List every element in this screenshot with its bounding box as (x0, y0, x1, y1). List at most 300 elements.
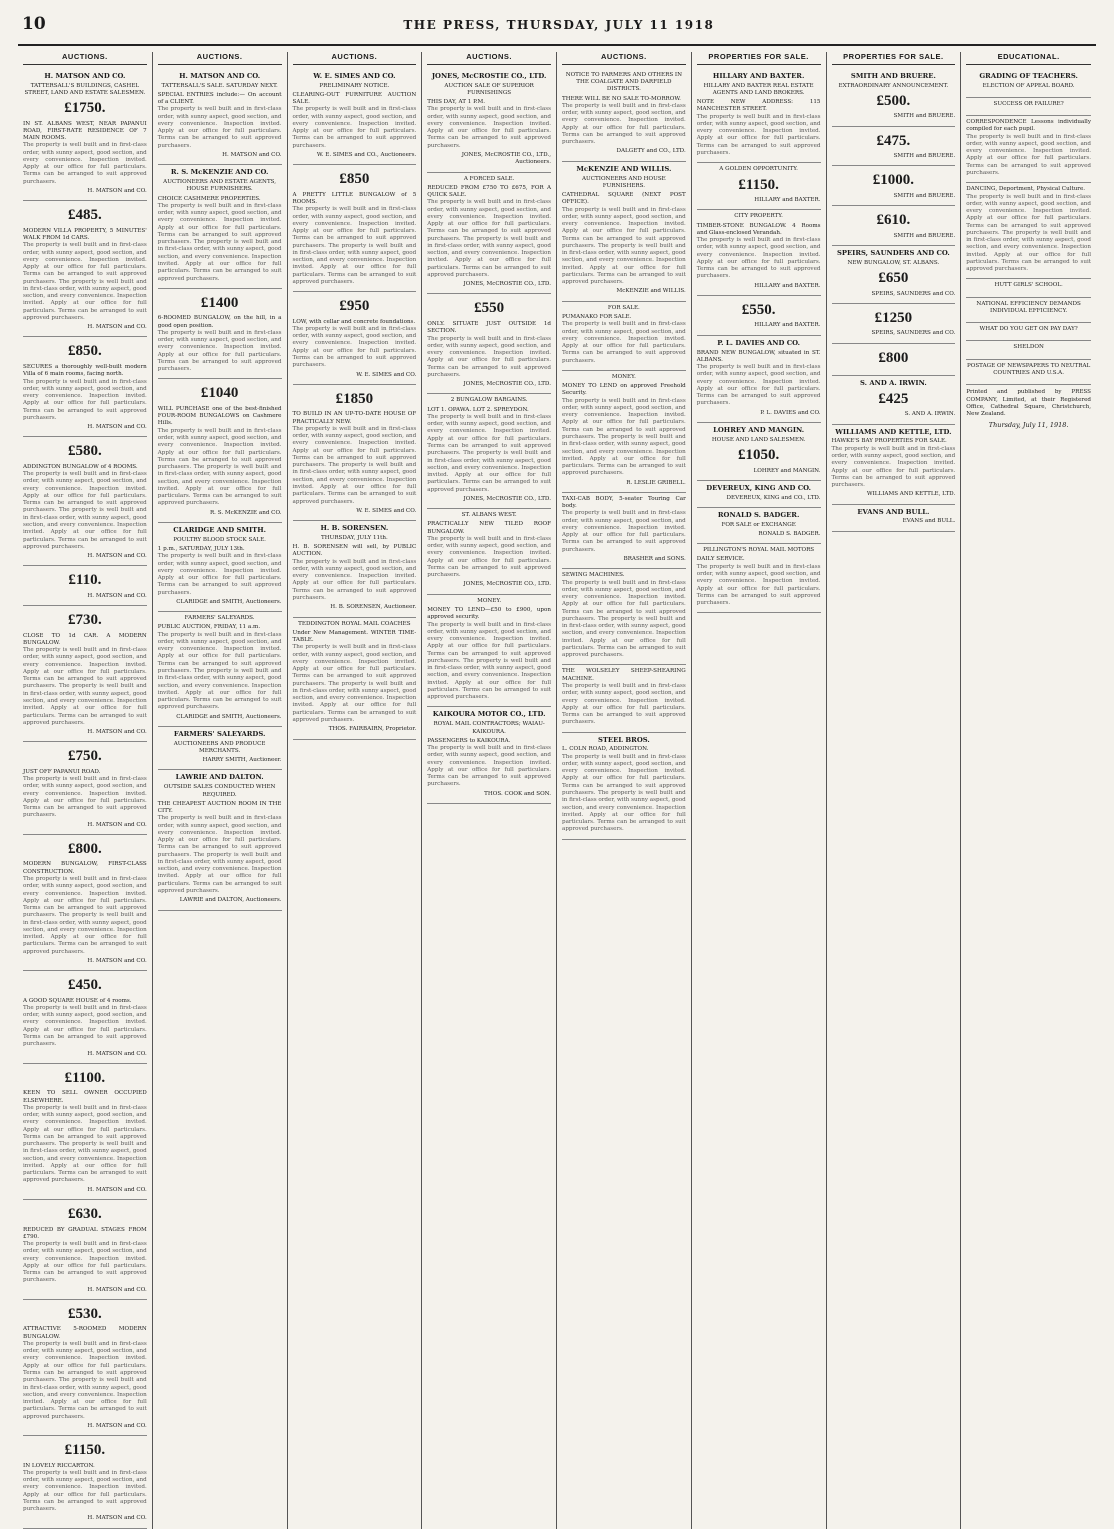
advertisement (23, 201, 147, 337)
ad-body-text: The property is well built and in first-class order, with sunny aspect, good section, and every convenience. Inspection invited. Apply at our office for full particulars. Terms can be arranged to suit approved purchasers. (562, 102, 686, 146)
advertisement (562, 162, 686, 302)
ad-body-text: The property is well built and in first-class order, with sunny aspect, good section, and every convenience. Inspection invited. Apply at our office for full particulars. Terms can be arranged to suit approved purchasers. (23, 776, 147, 819)
ad-signature: SPEIRS, SAUNDERS and CO. (871, 290, 956, 297)
ad-signature: THOS. COOK and SON. (484, 790, 551, 797)
ad-body: A GOOD SQUARE HOUSE of 4 rooms. (23, 997, 132, 1004)
advertisement (697, 481, 821, 508)
advertisement (158, 165, 282, 289)
ad-body: PRACTICALLY NEW TILED ROOF BUNGALOW. (427, 521, 551, 535)
ad-body: MODERN VILLA PROPERTY, 5 MINUTES' WALK FROM 1d CARS. (23, 227, 147, 242)
ad-heading: H. B. SORENSEN. (320, 524, 389, 533)
advertisement (23, 1064, 147, 1200)
ad-signature: THOS. FAIRBAIRN, Proprietor. (328, 726, 417, 733)
ad-body-text: The property is well built and in first-class order, with sunny aspect, good section, and every convenience. Inspection invited. Apply at our office for full particulars. Terms can be arranged to suit approved purchasers. (157, 553, 282, 596)
ad-body-text: The property is well built and in first-class order, with sunny aspect, good section, and every convenience. Inspection invited. Apply at our office for full particulars. Terms can be arranged to suit approved purchasers. The property is well built and in first-class order, with sunny aspect, good section, and every convenience. Inspection invited. Apply at our office for full particulars. Terms can be arranged to suit approved purchasers. (966, 193, 1091, 273)
advertisement (697, 336, 821, 423)
ad-subheading: CITY PROPERTY. (734, 213, 783, 220)
ad-body: THIS DAY, AT 1 P.M. (427, 99, 485, 106)
ad-signature: R. LESLIE GRIBELL. (626, 479, 686, 486)
ad-body-text: The property is well built and in first-class order, with sunny aspect, good section, and every convenience. Inspection invited. Apply at our office for full particulars. Terms can be arranged to suit approved purchasers. (562, 321, 686, 364)
advertisement (832, 425, 956, 505)
ad-subheading: FOR SALE. (607, 304, 640, 311)
ad-body-text: The property is well built and in first-class order, with sunny aspect, good section, and every convenience. Inspection invited. Apply at our office for full particulars. Terms can be arranged to suit approved purchasers. (157, 106, 282, 149)
ad-heading: LOHREY AND MANGIN. (713, 425, 805, 434)
ad-signature: W. E. SIMES and CO., Auctioneers. (316, 151, 417, 158)
advertisement (832, 166, 956, 206)
ad-subheading: ST. ALBANS WEST. (461, 512, 517, 519)
advertisement (293, 69, 417, 165)
ad-price: £550. (741, 301, 776, 318)
ad-heading: HILLARY AND BAXTER. (712, 71, 805, 80)
masthead-title: THE PRESS, THURSDAY, JULY 11 1918 (403, 18, 715, 32)
advertisement (427, 69, 551, 173)
ad-body-text: The property is well built and in first-class order, with sunny aspect, good section, and every convenience. Inspection invited. Apply at our office for full particulars. Terms can be arranged to suit approved purchasers. The property is well built and in first-class order, with sunny aspect, good section, and every convenience. Inspection invited. Apply at our office for full particulars. Terms can be arranged to suit approved purchasers. (23, 647, 147, 726)
ad-body-text: The property is well built and in first-class order, with sunny aspect, good section, and every convenience. Inspection invited. Apply at our office for full particulars. Terms can be arranged to suit approved purchasers. The property is well built and in first-class order, with sunny aspect, good section, and every convenience. Inspection invited. Apply at our office for full particulars. Terms can be arranged to suit approved purchasers. (157, 631, 282, 711)
ad-body-text: The property is well built and in first-class order, with sunny aspect, good section, and every convenience. Inspection invited. Apply at our office for full particulars. Terms can be arranged to suit approved purchasers. (696, 364, 821, 407)
ad-price: £1400 (200, 294, 239, 311)
ad-signature: H. MATSON and CO. (87, 1186, 147, 1193)
ad-heading: STEEL BROS. (597, 735, 650, 744)
ad-body: BRAND NEW BUNGALOW, situated in ST. ALBANS. (696, 349, 821, 363)
ad-body-text: The property is well built and in first-class order, with sunny aspect, good section, and every convenience. Inspection invited. Apply at our office for full particulars. Terms can be arranged to suit approved purchasers. (427, 335, 551, 378)
advertisement (158, 523, 282, 612)
ad-subheading: AUCTIONEERS AND HOUSE FURNISHERS. (582, 175, 666, 189)
ad-body-text: The property is well built and in first-class order, with sunny aspect, good section, and every convenience. Inspection invited. Apply at our office for full particulars. Terms can be arranged to suit approved purchasers. The property is well built and in first-class order, with sunny aspect, good section, and every convenience. Inspection invited. Apply at our office for full particulars. Terms can be arranged to suit approved purchasers. (427, 621, 551, 701)
advertisement (23, 566, 147, 606)
ad-signature: HILLARY and BAXTER. (754, 282, 821, 289)
advertisement (562, 371, 686, 493)
ad-heading: SPEIRS, SAUNDERS AND CO. (836, 248, 950, 257)
ad-subheading: HUTT GIRLS' SCHOOL. (994, 282, 1063, 289)
column-8 (961, 52, 1096, 1529)
ad-body: 6-ROOMED BUNGALOW, on the hill, in a good open position. (157, 315, 282, 329)
advertisement (23, 1200, 147, 1300)
ad-signature: RONALD S. BADGER. (758, 530, 821, 537)
column-header: AUCTIONS. (158, 52, 282, 65)
advertisement (23, 1436, 147, 1529)
ad-subheading: HOUSE AND LAND SALESMEN. (711, 436, 806, 443)
ad-heading: McKENZIE AND WILLIS. (576, 164, 672, 173)
ad-subheading: SHELDON (1013, 344, 1044, 351)
ad-signature: CLARIDGE and SMITH, Auctioneers. (176, 713, 282, 720)
ad-subheading: NATIONAL EFFICIENCY DEMANDS INDIVIDUAL EFFICIENCY. (976, 300, 1081, 314)
ad-price: £475. (876, 132, 911, 149)
advertisement (293, 292, 417, 385)
ad-subheading: FARMERS' SALEYARDS. (184, 615, 255, 622)
ad-body-text: The property is well built and in first-class order, with sunny aspect, good section, and every convenience. Inspection invited. Apply at our office for full particulars. Terms can be arranged to suit approved purchasers. The property is well built and in first-class order, with sunny aspect, good section, and every convenience. Inspection invited. Apply at our office for full particulars. Terms can be arranged to suit approved purchasers. (562, 753, 686, 833)
ad-signature: SMITH and BRUERE. (893, 153, 956, 160)
ad-signature: SMITH and BRUERE. (893, 113, 956, 120)
advertisement (966, 298, 1091, 324)
ad-body: THERE WILL BE NO SALE TO-MORROW. (562, 95, 681, 102)
ad-body-text: The property is well built and in first-class order, with sunny aspect, good section, and every convenience. Inspection invited. Apply at our office for full particulars. Terms can be arranged to suit approved purchasers. The property is well built and in first-class order, with sunny aspect, good section, and every convenience. Inspection invited. Apply at our office for full particulars. Terms can be arranged to suit approved purchasers. (562, 206, 686, 286)
ad-body-text: The property is well built and in first-class order, with sunny aspect, good section, and every convenience. Inspection invited. Apply at our office for full particulars. Terms can be arranged to suit approved purchasers. The property is well built and in first-class order, with sunny aspect, good section, and every convenience. Inspection invited. Apply at our office for full particulars. Terms can be arranged to suit approved purchasers. (292, 206, 417, 285)
ad-signature: H. MATSON and CO. (87, 1422, 147, 1429)
ad-signature: McKENZIE and WILLIS. (616, 288, 686, 295)
ad-signature: H. MATSON and CO. (87, 424, 147, 431)
ad-body-text: The property is well built and in first-class order, with sunny aspect, good section, and every convenience. Inspection invited. Apply at our office for full particulars. Terms can be arranged to suit approved purchasers. The property is well built and in first-class order, with sunny aspect, good section, and every convenience. Inspection invited. Apply at our office for full particulars. Terms can be arranged to suit approved purchasers. (157, 815, 282, 894)
ad-signature: EVANS and BULL. (902, 518, 956, 525)
column-header: AUCTIONS. (427, 52, 551, 65)
ad-body-text: The property is well built and in first-class order, with sunny aspect, good section, and every convenience. Inspection invited. Apply at our office for full particulars. Terms can be arranged to suit approved purchasers. (427, 106, 551, 149)
ad-heading: RONALD S. BADGER. (717, 510, 800, 519)
ad-subheading: A GOLDEN OPPORTUNITY. (719, 166, 798, 173)
ad-signature: WILLIAMS AND KETTLE, LTD. (866, 491, 956, 498)
ad-body-text: The property is well built and in first-class order, with sunny aspect, good section, and every convenience. Inspection invited. Apply at our office for full particulars. Terms can be arranged to suit approved purchasers. (23, 1469, 147, 1513)
ad-body: IN LOVELY RICCARTON. (23, 1462, 95, 1469)
advertisement (23, 742, 147, 835)
ad-body: TIMBER-STONE BUNGALOW. 4 Rooms and Glass-enclosed Verandah. (696, 222, 821, 236)
ad-body: SECURES a thoroughly well-built modern Villa of 6 main rooms, facing north. (23, 363, 147, 378)
column-7 (827, 52, 962, 1529)
advertisement (832, 304, 956, 344)
column-header: EDUCATIONAL. (966, 52, 1091, 65)
advertisement (966, 69, 1091, 98)
advertisement (293, 385, 417, 521)
advertisement (23, 606, 147, 742)
advertisement (293, 618, 417, 740)
ad-price: £850. (68, 343, 102, 360)
ad-heading: JONES, McCROSTIE CO., LTD. (431, 71, 547, 80)
imprint-date: Thursday, July 11, 1918. (988, 421, 1069, 430)
ad-body: CLEARING-OUT FURNITURE AUCTION SALE. (292, 91, 417, 106)
ad-body-text: The property is well built and in first-class order, with sunny aspect, good section, and every convenience. Inspection invited. Apply at our office for full particulars. Terms can be arranged to suit approved purchasers. The property is well built and in first-class order, with sunny aspect, good section, and every convenience. Inspection invited. Apply at our office for full particulars. Terms can be arranged to suit approved purchasers. (157, 202, 282, 282)
ad-body: WILL PURCHASE one of the best-finished FOUR-ROOM BUNGALOWS on Cashmere Hills. (157, 405, 282, 427)
ad-heading: S. AND A. IRWIN. (859, 379, 927, 388)
ad-price: £1100. (64, 1069, 106, 1086)
advertisement (293, 521, 417, 617)
ad-body: 1 p.m., SATURDAY, JULY 13th. (157, 545, 245, 552)
ad-body: DANCING, Deportment, Physical Culture. (966, 186, 1086, 193)
ad-heading: SMITH AND BRUERE. (850, 71, 936, 80)
ad-body-text: The property is well built and in first-class order, with sunny aspect, good section, and every convenience. Inspection invited. Apply at our office for full particulars. Terms can be arranged to suit approved purchasers. The property is well built and in first-class order, with sunny aspect, good section, and every convenience. Inspection invited. Apply at our office for full particulars. Terms can be arranged to suit approved purchasers. (427, 199, 551, 278)
ad-body: A PRETTY LITTLE BUNGALOW of 5 ROOMS. (292, 191, 417, 205)
ad-body: LOW, with cellar and concrete foundations. (292, 318, 416, 325)
ad-heading: GRADING OF TEACHERS. (979, 71, 1078, 80)
ad-body-text: The property is well built and in first-class order, with sunny aspect, good section, and every convenience. Inspection invited. Apply at our office for full particulars. Terms can be arranged to suit approved purchasers. (23, 1241, 147, 1284)
ad-body-text: The property is well built and in first-class order, with sunny aspect, good section, and every convenience. Inspection invited. Apply at our office for full particulars. Terms can be arranged to suit approved purchasers. The property is well built and in first-class order, with sunny aspect, good section, and every convenience. Inspection invited. Apply at our office for full particulars. Terms can be arranged to suit approved purchasers. (157, 427, 282, 507)
ad-heading: CLARIDGE AND SMITH. (173, 525, 266, 534)
advertisement (562, 733, 686, 840)
advertisement (562, 302, 686, 371)
ad-subheading: AUCTIONEERS AND PRODUCE MERCHANTS. (173, 740, 266, 754)
ad-signature: HILLARY and BAXTER. (754, 322, 821, 329)
column-header: PROPERTIES FOR SALE. (832, 52, 956, 65)
ad-body: IN ST. ALBANS WEST, NEAR PAPANUI ROAD, FIRST-RATE RESIDENCE OF 7 MAIN ROOMS. (23, 120, 147, 142)
ad-body-text: The property is well built and in first-class order, with sunny aspect, good section, and every convenience. Inspection invited. Apply at our office for full particulars. Terms can be arranged to suit approved purchasers. (292, 325, 417, 369)
advertisement (562, 69, 686, 162)
ad-signature: DALGETY and CO., LTD. (616, 148, 686, 155)
ad-signature: S. AND A. IRWIN. (904, 411, 956, 418)
column-header: AUCTIONS. (293, 52, 417, 65)
ad-heading: R. S. McKENZIE AND CO. (170, 168, 269, 177)
advertisement (832, 69, 956, 127)
ad-body: LOT 1. OPAWA. LOT 2. SPREYDON. (427, 406, 529, 413)
ad-price: £610. (876, 212, 911, 229)
advertisement (966, 183, 1091, 279)
ad-body: PUMANAKO FOR SALE. (562, 314, 632, 321)
ad-body-text: The property is well built and in first-class order, with sunny aspect, good section, and every convenience. Inspection invited. Apply at our office for full particulars. Terms can be arranged to suit approved purchasers. (427, 745, 551, 788)
ad-body: THE CHEAPEST AUCTION ROOM IN THE CITY. (157, 800, 282, 815)
ad-body-text: The property is well built and in first-class order, with sunny aspect, good section, and every convenience. Inspection invited. Apply at our office for full particulars. Terms can be arranged to suit approved purchasers. The property is well built and in first-class order, with sunny aspect, good section, and every convenience. Inspection invited. Apply at our office for full particulars. Terms can be arranged to suit approved purchasers. (23, 1340, 147, 1420)
ad-heading: FARMERS' SALEYARDS. (173, 729, 266, 738)
column-3 (288, 52, 423, 1529)
ad-price: £1050. (738, 447, 780, 463)
ad-body: NOTE NEW ADDRESS: 115 MANCHESTER STREET. (696, 99, 821, 113)
advertisement (697, 423, 821, 481)
ad-heading: EVANS AND BULL. (857, 507, 930, 516)
ad-price: £730. (68, 612, 102, 629)
ad-body-text: The property is well built and in first-class order, with sunny aspect, good section, and every convenience. Inspection invited. Apply at our office for full particulars. Terms can be arranged to suit approved purchasers. (562, 510, 686, 553)
ad-body: PUBLIC AUCTION, FRIDAY, 11 a.m. (157, 624, 261, 631)
ad-body-text: The property is well built and in first-class order, with sunny aspect, good section, and every convenience. Inspection invited. Apply at our office for full particulars. Terms can be arranged to suit approved purchasers. The property is well built and in first-class order, with sunny aspect, good section, and every convenience. Inspection invited. Apply at our office for full particulars. Terms can be arranged to suit approved purchasers. (292, 644, 417, 723)
ad-body: TO BUILD IN AN UP-TO-DATE HOUSE OF PRACTICALLY NEW. (292, 411, 417, 425)
ad-signature: W. E. SIMES and CO. (356, 371, 417, 378)
ad-body-text: The property is well built and in first-class order, with sunny aspect, good section, and every convenience. Inspection invited. Apply at our office for full particulars. Terms can be arranged to suit approved purchasers. The property is well built and in first-class order, with sunny aspect, good section, and every convenience. Inspection invited. Apply at our office for full particulars. Terms can be arranged to suit approved purchasers. (23, 875, 147, 955)
column-1 (18, 52, 153, 1529)
ad-body-text: The property is well built and in first-class order, with sunny aspect, good section, and every convenience. Inspection invited. Apply at our office for full particulars. Terms can be arranged to suit approved purchasers. (696, 563, 821, 607)
column-2 (153, 52, 288, 1529)
advertisement (697, 544, 821, 613)
advertisement (158, 69, 282, 165)
ad-signature: H. B. SORENSEN, Auctioneer. (330, 604, 417, 611)
advertisement (427, 509, 551, 595)
ad-subheading: AUCTION SALE OF SUPERIOR FURNISHINGS (444, 82, 534, 96)
advertisement (697, 69, 821, 163)
advertisement (158, 727, 282, 771)
advertisement (832, 246, 956, 304)
advertisement (23, 437, 147, 566)
ad-price: £485. (68, 207, 102, 224)
ad-signature: P. L. DAVIES and CO. (760, 409, 821, 416)
advertisement (832, 376, 956, 425)
ad-subheading: A FORCED SALE. (463, 175, 515, 182)
ad-signature: H. MATSON and CO. (87, 1050, 147, 1057)
ad-body: ADDINGTON BUNGALOW of 4 ROOMS. (23, 463, 138, 470)
ad-price: £1750. (64, 100, 106, 117)
ad-signature: H. MATSON and CO. (87, 553, 147, 560)
ad-body: ONLY. SITUATE JUST OUTSIDE 1d SECTION. (427, 320, 551, 335)
ad-subheading: OUTSIDE SALES CONDUCTED WHEN REQUIRED. (163, 784, 276, 798)
ad-price: £750. (68, 748, 102, 765)
ad-subheading: EXTRAORDINARY ANNOUNCEMENT. (838, 82, 949, 89)
ad-signature: BRASHER and SONS. (623, 555, 686, 562)
ad-price: £1850 (335, 390, 374, 407)
ad-price: £630. (68, 1206, 102, 1222)
ad-body-text: The property is well built and in first-class order, with sunny aspect, good section, and every convenience. Inspection invited. Apply at our office for full particulars. Terms can be arranged to suit approved purchasers. The property is well built and in first-class order, with sunny aspect, good section, and every convenience. Inspection invited. Apply at our office for full particulars. Terms can be arranged to suit approved purchasers. (292, 425, 417, 505)
ad-body-text: The property is well built and in first-class order, with sunny aspect, good section, and every convenience. Inspection invited. Apply at our office for full particulars. Terms can be arranged to suit approved purchasers. (966, 133, 1091, 176)
ad-subheading: 2 BUNGALOW BARGAINS. (450, 397, 528, 404)
advertisement (23, 337, 147, 437)
ad-body-text: The property is well built and in first-class order, with sunny aspect, good section, and every convenience. Inspection invited. Apply at our office for full particulars. Terms can be arranged to suit approved purchasers. (292, 106, 417, 149)
ad-subheading: FOR SALE or EXCHANGE (721, 521, 796, 528)
ad-price: £110. (68, 572, 102, 589)
advertisement (293, 165, 417, 292)
ad-body: MONEY TO LEND on approved Freehold Security. (562, 383, 686, 397)
ad-body-text: The property is well built and in first-class order, with sunny aspect, good section, and every convenience. Inspection invited. Apply at our office for full particulars. Terms can be arranged to suit approved purchasers. The property is well built and in first-class order, with sunny aspect, good section, and every convenience. Inspection invited. Apply at our office for full particulars. Terms can be arranged to suit approved purchasers. (562, 397, 686, 477)
advertisement (832, 344, 956, 377)
ad-subheading: HILLARY AND BAXTER REAL ESTATE AGENTS AND LAND BROKERS. (703, 82, 814, 96)
column-header: PROPERTIES FOR SALE. (697, 52, 821, 65)
ad-signature: JONES, McCROSTIE CO., LTD., Auctioneers. (461, 151, 551, 166)
ad-price: £530. (68, 1305, 102, 1322)
advertisement (427, 707, 551, 803)
advertisement (158, 612, 282, 727)
ad-price: £800. (68, 840, 102, 857)
ad-subheading: THURSDAY, JULY 11th. (321, 534, 388, 541)
ad-signature: H. MATSON and CO. (87, 324, 147, 331)
ad-body: REDUCED BY GRADUAL STAGES FROM £790. (23, 1226, 147, 1240)
advertisement (427, 294, 551, 394)
ad-heading: LAWRIE AND DALTON. (175, 773, 264, 782)
ad-body: ATTRACTIVE 5-ROOMED MODERN BUNGALOW. (23, 1326, 147, 1340)
advertisement (832, 505, 956, 532)
ad-subheading: ELECTION OF APPEAL BOARD. (982, 82, 1075, 89)
column-header: AUCTIONS. (23, 52, 147, 65)
advertisement (158, 379, 282, 522)
column-4 (422, 52, 557, 1529)
ad-body: KEEN TO SELL OWNER OCCUPIED ELSEWHERE. (23, 1090, 147, 1104)
ad-body: REDUCED FROM £750 TO £675, FOR A QUICK SALE. (427, 184, 551, 199)
advertisement (562, 569, 686, 665)
column-header: AUCTIONS. (562, 52, 686, 65)
ad-body: PASSENGERS to KAIKOURA. (427, 737, 511, 744)
ad-subheading: NOTICE TO FARMERS AND OTHERS IN THE COALGATE AND DARFIELD DISTRICTS. (565, 71, 683, 93)
ad-body-text: The property is well built and in first-class order, with sunny aspect, good section, and every convenience. Inspection invited. Apply at our office for full particulars. Terms can be arranged to suit approved purchasers. (696, 237, 821, 280)
ad-body-text: The property is well built and in first-class order, with sunny aspect, good section, and every convenience. Inspection invited. Apply at our office for full particulars. Terms can be arranged to suit approved purchasers. (427, 535, 551, 579)
ad-signature: SMITH and BRUERE. (893, 232, 956, 239)
publisher-imprint: Printed and published by PRESS COMPANY, Limited, at their Registered Office, Cathedral Square, Christchurch, New Zealand. (966, 389, 1091, 418)
advertisement (427, 595, 551, 708)
ad-body-text: The property is well built and in first-class order, with sunny aspect, good section, and every convenience. Inspection invited. Apply at our office for full particulars. Terms can be arranged to suit approved purchasers. (23, 1004, 147, 1048)
ad-heading: H. MATSON AND CO. (44, 71, 126, 80)
advertisement (23, 835, 147, 971)
advertisement (697, 210, 821, 296)
ad-price: £550 (474, 300, 505, 317)
ad-signature: W. E. SIMES and CO. (356, 507, 417, 514)
ad-signature: JONES, McCROSTIE CO., LTD. (463, 381, 551, 388)
ad-heading: WILLIAMS AND KETTLE, LTD. (835, 427, 952, 436)
ad-signature: JONES, McCROSTIE CO., LTD. (463, 281, 551, 288)
ad-price: £500. (876, 92, 911, 109)
ad-subheading: PILLINGTON'S ROYAL MAIL MOTORS (703, 547, 815, 554)
ad-signature: H. MATSON and CO. (87, 821, 147, 828)
ad-body-text: The property is well built and in first-class order, with sunny aspect, good section, and every convenience. Inspection invited. Apply at our office for full particulars. Terms can be arranged to suit approved purchasers. (292, 558, 417, 601)
ad-signature: JONES, McCROSTIE CO., LTD. (463, 581, 551, 588)
ad-body: DAILY SERVICE. (696, 556, 745, 563)
masthead (18, 14, 1096, 46)
advertisement (23, 971, 147, 1064)
columns-grid (18, 52, 1096, 1522)
ad-price: £1150. (738, 176, 779, 193)
ad-signature: DEVEREUX, KING and CO., LTD. (726, 494, 821, 501)
ad-body: JUST OFF PAPANUI ROAD. (23, 768, 101, 775)
ad-price: £1150. (64, 1442, 106, 1459)
ad-body: Under New Management. WINTER TIME-TABLE. (292, 629, 417, 644)
ad-body: CHOICE CASHMERE PROPERTIES. (157, 195, 261, 202)
ad-body: SPECIAL ENTRIES include:— On account of a CLIENT. (157, 91, 282, 106)
ad-subheading: PRELIMINARY NOTICE. (319, 82, 390, 89)
ad-body: L. COLN ROAD, ADDINGTON. (562, 746, 649, 753)
ad-heading: KAIKOURA MOTOR CO., LTD. (432, 710, 546, 719)
ad-body-text: The property is well built and in first-class order, with sunny aspect, good section, and every convenience. Inspection invited. Apply at our office for full particulars. Terms can be arranged to suit approved purchasers. The property is well built and in first-class order, with sunny aspect, good section, and every convenience. Inspection invited. Apply at our office for full particulars. Terms can be arranged to suit approved purchasers. (23, 242, 147, 321)
advertisement (697, 296, 821, 336)
ad-subheading: POULTRY BLOOD STOCK SALE. (173, 536, 266, 543)
ad-body-text: The property is well built and in first-class order, with sunny aspect, good section, and every convenience. Inspection invited. Apply at our office for full particulars. Terms can be arranged to suit approved purchasers. (23, 142, 147, 185)
ad-body: CLOSE TO 1d CAR. A MODERN BUNGALOW. (23, 632, 147, 646)
ad-subheading: TEDDINGTON ROYAL MAIL COACHES (298, 620, 411, 627)
advertisement (158, 289, 282, 380)
ad-subheading: POSTAGE OF NEWSPAPERS TO NEUTRAL COUNTRIES AND U.S.A. (967, 362, 1091, 377)
ad-body-text: The property is well built and in first-class order, with sunny aspect, good section, and every convenience. Inspection invited. Apply at our office for full particulars. Terms can be arranged to suit approved purchasers. (23, 378, 147, 421)
ad-subheading: NEW BUNGALOW, ST. ALBANS. (847, 259, 940, 266)
advertisement (427, 173, 551, 295)
ad-body-text: The property is well built and in first-class order, with sunny aspect, good section, and every convenience. Inspection invited. Apply at our office for full particulars. Terms can be arranged to suit approved purchasers. The property is well built and in first-class order, with sunny aspect, good section, and every convenience. Inspection invited. Apply at our office for full particulars. Terms can be arranged to suit approved purchasers. (23, 471, 147, 550)
ad-price: £800 (878, 349, 909, 366)
ad-body-text: The property is well built and in first-class order, with sunny aspect, good section, and every convenience. Inspection invited. Apply at our office for full particulars. Terms can be arranged to suit approved purchasers. The property is well built and in first-class order, with sunny aspect, good section, and every convenience. Inspection invited. Apply at our office for full particulars. Terms can be arranged to suit approved purchasers. (562, 579, 686, 659)
advertisement (697, 508, 821, 544)
column-5 (557, 52, 692, 1529)
ad-subheading: TATTERSALL'S BUILDINGS, CASHEL STREET, LAND AND ESTATE SALESMEN. (24, 82, 146, 96)
ad-signature: LOHREY and MANGIN. (753, 467, 821, 474)
advertisement (158, 770, 282, 910)
ad-price: £850 (339, 171, 370, 188)
ad-signature: H. MATSON and CO. (87, 1286, 147, 1293)
ad-heading: DEVEREUX, KING AND CO. (706, 483, 812, 492)
column-6 (692, 52, 827, 1529)
advertisement (966, 279, 1091, 297)
ad-body-text: The property is well built and in first-class order, with sunny aspect, good section, and every convenience. Inspection invited. Apply at our office for full particulars. Terms can be arranged to suit approved purchasers. (157, 329, 282, 373)
advertisement (427, 394, 551, 509)
advertisement (966, 116, 1091, 183)
ad-body: H. B. SORENSEN will sell, by PUBLIC AUCTION. (292, 544, 417, 558)
ad-body: MODERN BUNGALOW, FIRST-CLASS CONSTRUCTION. (23, 861, 147, 875)
ad-price: £650 (878, 270, 909, 286)
ad-price: £1250 (874, 309, 913, 326)
ad-body: CORRESPONDENCE Lessons individually compiled for each pupil. (966, 119, 1091, 133)
ad-signature: CLARIDGE and SMITH, Auctioneers. (176, 598, 282, 605)
ad-heading: H. MATSON AND CO. (179, 71, 261, 80)
ad-price: £1040 (200, 385, 239, 402)
ad-body-text: The property is well built and in first-class order, with sunny aspect, good section, and every convenience. Inspection invited. Apply at our office for full particulars. Terms can be arranged to suit approved purchasers. The property is well built and in first-class order, with sunny aspect, good section, and every convenience. Inspection invited. Apply at our office for full particulars. Terms can be arranged to suit approved purchasers. (23, 1104, 147, 1184)
ad-signature: R. S. McKENZIE and CO. (209, 509, 282, 516)
advertisement (966, 323, 1091, 341)
ad-heading: W. E. SIMES AND CO. (313, 71, 396, 80)
ad-subheading: WHAT DO YOU GET ON PAY DAY? (979, 326, 1078, 333)
ad-body-text: The property is well built and in first-class order, with sunny aspect, good section, and every convenience. Inspection invited. Apply at our office for full particulars. Terms can be arranged to suit approved purchasers. (562, 682, 686, 726)
ad-body-text: The property is well built and in first-class order, with sunny aspect, good section, and every convenience. Inspection invited. Apply at our office for full particulars. Terms can be arranged to suit approved purchasers. (831, 445, 956, 489)
ad-body: TAXI-CAB BODY, 5-seater Touring Car body. (562, 495, 686, 510)
ad-body: MONEY TO LEND—£50 to £900, upon approved security. (427, 607, 551, 621)
ad-signature: HARRY SMITH, Auctioneer. (202, 757, 282, 764)
ad-price: £950 (339, 298, 370, 315)
ad-signature: LAWRIE and DALTON, Auctioneers. (179, 897, 282, 904)
ad-body: SEWING MACHINES. (562, 572, 625, 579)
ad-heading: P. L. DAVIES AND CO. (717, 338, 801, 347)
ad-signature: HILLARY and BAXTER. (754, 197, 821, 203)
ad-price: £580. (68, 443, 102, 460)
ad-body-text: The property is well built and in first-class order, with sunny aspect, good section, and every convenience. Inspection invited. Apply at our office for full particulars. Terms can be arranged to suit approved purchasers. (696, 113, 821, 156)
advertisement (966, 341, 1091, 359)
advertisement (562, 665, 686, 732)
page-number: 10 (22, 14, 46, 34)
ad-signature: H. MATSON and CO. (87, 729, 147, 736)
ad-signature: H. MATSON and CO. (87, 1515, 147, 1522)
ad-body: THE WOLSELEY SHEEP-SHEARING MACHINE. (562, 668, 686, 682)
ad-body: HAWKE'S BAY PROPERTIES FOR SALE. (831, 438, 947, 445)
advertisement (23, 69, 147, 202)
ad-subheading: ROYAL MAIL CONTRACTORS; WAIAU-KAIKOURA. (433, 721, 545, 735)
